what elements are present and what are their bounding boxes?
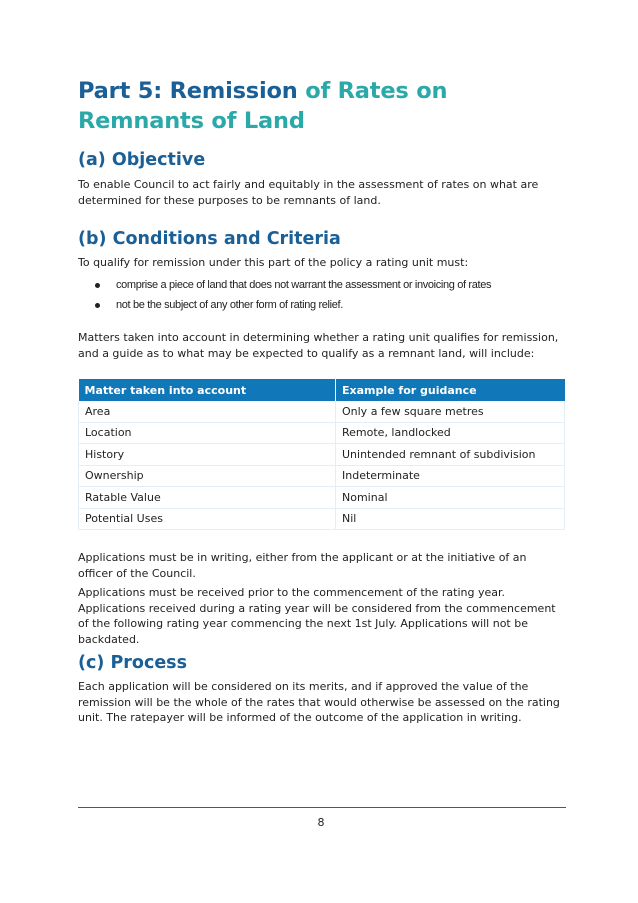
bullet-icon (95, 303, 100, 308)
table-row (79, 487, 565, 509)
table-cell: Indeterminate (336, 465, 565, 487)
table-row (79, 444, 565, 466)
table-cell: Only a few square metres (336, 401, 565, 422)
list-item-text: not be the subject of any other form of rating relief. (116, 299, 343, 311)
process-text: Each application will be considered on its merits, and if approved the value of the remission will be the whole of the rates that would otherwise be assessed on the rating unit. The ratepayer will be informed of the outcome of the application in writing. (78, 680, 560, 724)
table-row (79, 422, 565, 444)
applications-writing-text: Applications must be in writing, either from the applicant or at the initiative of an officer of the Council. (78, 551, 527, 580)
conditions-heading: (b) Conditions and Criteria (78, 229, 341, 249)
table-header-row (79, 379, 565, 401)
table-row (79, 465, 565, 487)
page-number: 8 (317, 816, 325, 829)
page-title-part-b: of Rates on Remnants of Land (78, 78, 448, 134)
column-header-example: Example for guidance (336, 379, 565, 401)
table-cell: History (79, 444, 336, 466)
criteria-list (78, 277, 564, 317)
table-cell: Unintended remnant of subdivision (336, 444, 565, 466)
applications-timing-text: Applications must be received prior to the commencement of the rating year. Applications received during a rating year will be considered from the commencement of the following rating year commencing the next 1st July. Applications will not be backdated. (78, 586, 556, 646)
matters-intro: Matters taken into account in determining whether a rating unit qualifies for remission, and a guide as to what may be expected to qualify as a remnant land, will include: (78, 331, 559, 360)
matters-table (78, 379, 565, 530)
table-row (79, 508, 565, 530)
table-cell: Remote, landlocked (336, 422, 565, 444)
process-heading: (c) Process (78, 653, 188, 673)
table-row (79, 401, 565, 422)
list-item (78, 297, 564, 317)
page-title (78, 76, 564, 136)
table-cell: Nil (336, 508, 565, 530)
table-cell: Area (79, 401, 336, 422)
table-cell: Location (79, 422, 336, 444)
bullet-icon (95, 283, 100, 288)
table-cell: Ratable Value (79, 487, 336, 509)
list-item (78, 277, 564, 297)
objective-text: To enable Council to act fairly and equitably in the assessment of rates on what are determined for these purposes to be remnants of land. (78, 178, 539, 207)
table-cell: Nominal (336, 487, 565, 509)
conditions-intro: To qualify for remission under this part of the policy a rating unit must: (78, 256, 469, 269)
footer-divider (78, 807, 566, 808)
page-title-part-a: Part 5: Remission (78, 78, 298, 104)
table-cell: Potential Uses (79, 508, 336, 530)
objective-heading: (a) Objective (78, 150, 206, 170)
list-item-text: comprise a piece of land that does not warrant the assessment or invoicing of rates (116, 279, 492, 291)
column-header-matter: Matter taken into account (79, 379, 336, 401)
table-cell: Ownership (79, 465, 336, 487)
